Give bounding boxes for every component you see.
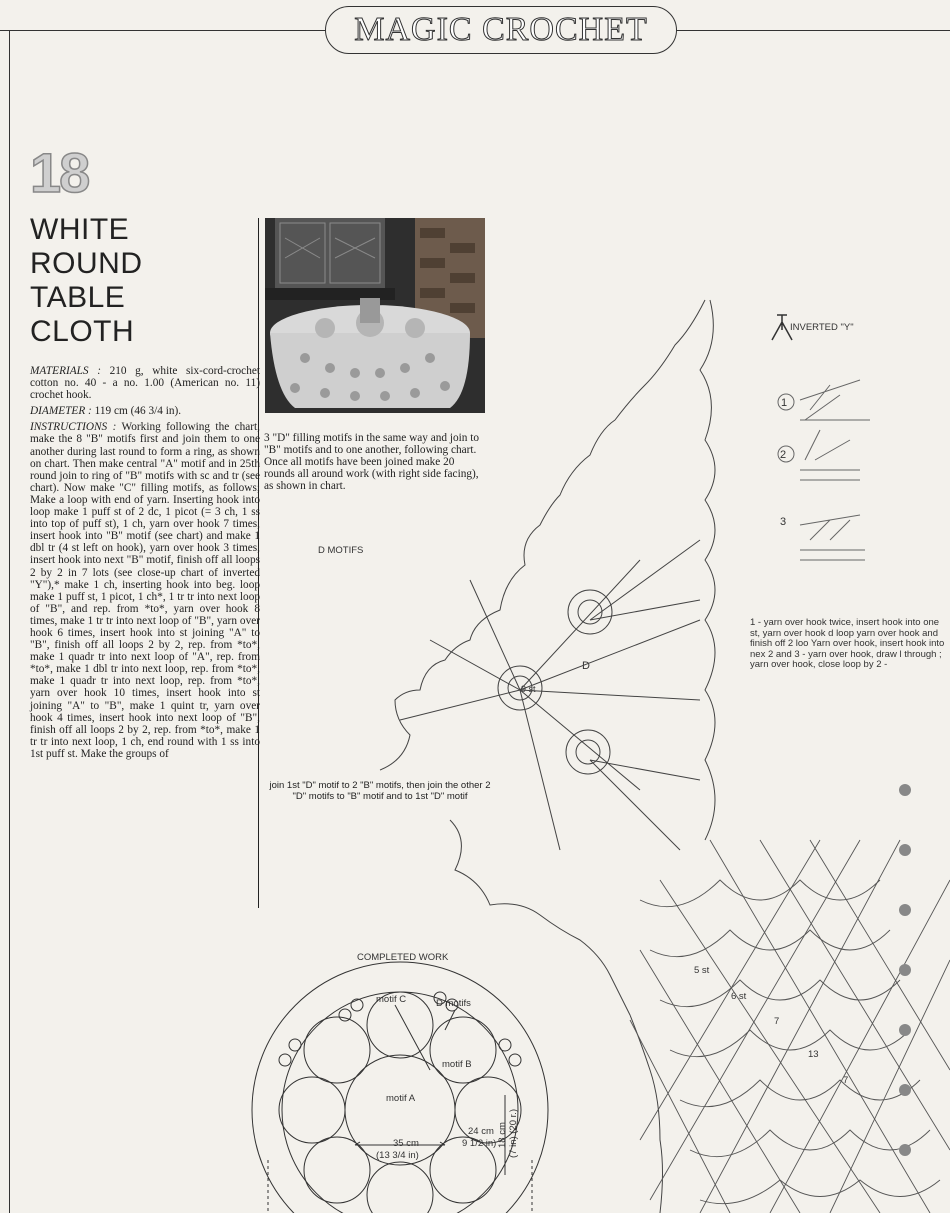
title-line: TABLE xyxy=(30,281,126,314)
dim-35-label: 35 cm xyxy=(393,1138,419,1149)
magazine-banner: MAGIC CROCHET xyxy=(325,6,677,54)
completed-work-title: COMPLETED WORK xyxy=(357,952,449,963)
dim-18-label: 18 cm xyxy=(497,1122,508,1148)
title-line: ROUND xyxy=(30,247,143,280)
right-chain xyxy=(700,300,715,840)
motif-a-label: motif A xyxy=(386,1093,416,1104)
step-2-label: 2 xyxy=(780,449,787,461)
diameter-label: DIAMETER : xyxy=(30,405,92,418)
nine-st-label: 9 st xyxy=(521,684,536,694)
dim-18-in-label: (7 in) (20 r.) xyxy=(508,1108,519,1158)
inverted-y-step-diagrams xyxy=(778,380,870,560)
instructions-text: Working following the chart, make the 8 "B" motifs first and join them to one another during last round to form a ring, as shown on chart. Then make central "A" motif and in 25th round join to ring of "B" motifs with sc and tr (see chart). Now make "C" filling motifs, as follows; Make a loop with end of yarn. Inserting hook into loop make 1 puff st of 2 dc, 1 picot (= 3 ch, 1 ss into top of puff st), 1 ch, yarn over hook 7 times, insert hook into "B" motif (see chart) and make 1 dbl tr (4 st left on hook), yarn over hook 3 times, insert hook into next "B" motif, finish off all loops 2 by 2 in 7 lots (see close-up chart of inverted "Y"),* make 1 ch, inserting hook into beg. loop make 1 puff st, 1 picot, 1 ch*, 1 tr tr into next loop of "B", and rep. from *to*, yarn over hook 8 times, make 1 tr tr into next loop of "B", yarn over hook 6 times, insert hook into st joining "A" to "B", finish off all loops 2 by 2, rep. from *to*, make 1 quadr tr into next loop of "A", rep. from *to*, make 1 dbl tr into next loop, rep. from *to*, make 1 quadr tr into next loop, rep. from *to*, yarn over hook 10 times, insert hook into st joining "A" to "B", make 1 quint tr, yarn over hook 4 times, insert hook into next loop of "B", finish off all loops 2 by 2, rep. from *to*, make 1 tr tr into next loop, 1 ch, end round with 1 ss into 1st puff st. Make the groups of xyxy=(30,421,261,760)
materials-label: MATERIALS : xyxy=(30,365,101,377)
completed-d-motifs-label: D motifs xyxy=(436,998,471,1009)
title-line: WHITE xyxy=(30,213,130,246)
five-st-label: 5 st xyxy=(694,965,710,976)
diameter-text: 119 cm (46 3/4 in). xyxy=(94,405,182,418)
d-spokes xyxy=(400,540,700,850)
round-13-label: 13 xyxy=(808,1049,819,1060)
motif-b-label: motif B xyxy=(442,1059,472,1070)
outer-scallop-arc xyxy=(380,300,705,770)
d-motifs-label: D MOTIFS xyxy=(318,545,364,556)
step-3-label: 3 xyxy=(780,516,787,528)
title-line: CLOTH xyxy=(30,315,135,348)
materials-text: 210 g, white six-cord-crochet cotton no. 40 - a no. 1.00 (American no. 11) crochet hook. xyxy=(30,365,261,402)
inverted-y-label: INVERTED "Y" xyxy=(790,322,854,333)
motif-c-label: motif C xyxy=(376,994,407,1005)
inverted-y-note: 1 - yarn over hook twice, insert hook into one st, yarn over hook d loop yarn over hook and finish off 2 loo Yarn over hook, insert hook into nex 2 and 3 - yarn over hook, draw l through ; yarn over hook, close loop by 2 - xyxy=(750,617,945,670)
completed-work-diagram xyxy=(252,962,548,1213)
pattern-number: 18 xyxy=(30,141,89,204)
lower-chain xyxy=(450,820,663,1213)
d-label: D xyxy=(582,660,590,672)
dim-24-in-label: 9 1/2 in) xyxy=(462,1138,497,1149)
continuation-text: 3 "D" filling motifs in the same way and join to "B" motifs and to one another, following chart. Once all motifs have been joined make 20 rounds all around work (with right side facing), as shown in chart. xyxy=(264,432,480,493)
six-st-label: 6 st xyxy=(731,991,747,1002)
round-7-label: 7 xyxy=(774,1016,780,1027)
dim-35-in-label: (13 3/4 in) xyxy=(376,1150,419,1161)
fan-motifs xyxy=(899,784,911,1156)
step-1-label: 1 xyxy=(781,397,788,409)
inverted-y-symbol xyxy=(772,315,792,340)
dim-24-label: 24 cm xyxy=(468,1126,494,1137)
join-note: join 1st "D" motif to 2 "B" motifs, then join the other 2 "D" motifs to "B" motif and to 1st "D" motif xyxy=(269,780,491,802)
round-7b-label: 7 xyxy=(843,1075,849,1086)
instructions-label: INSTRUCTIONS : xyxy=(30,421,117,434)
